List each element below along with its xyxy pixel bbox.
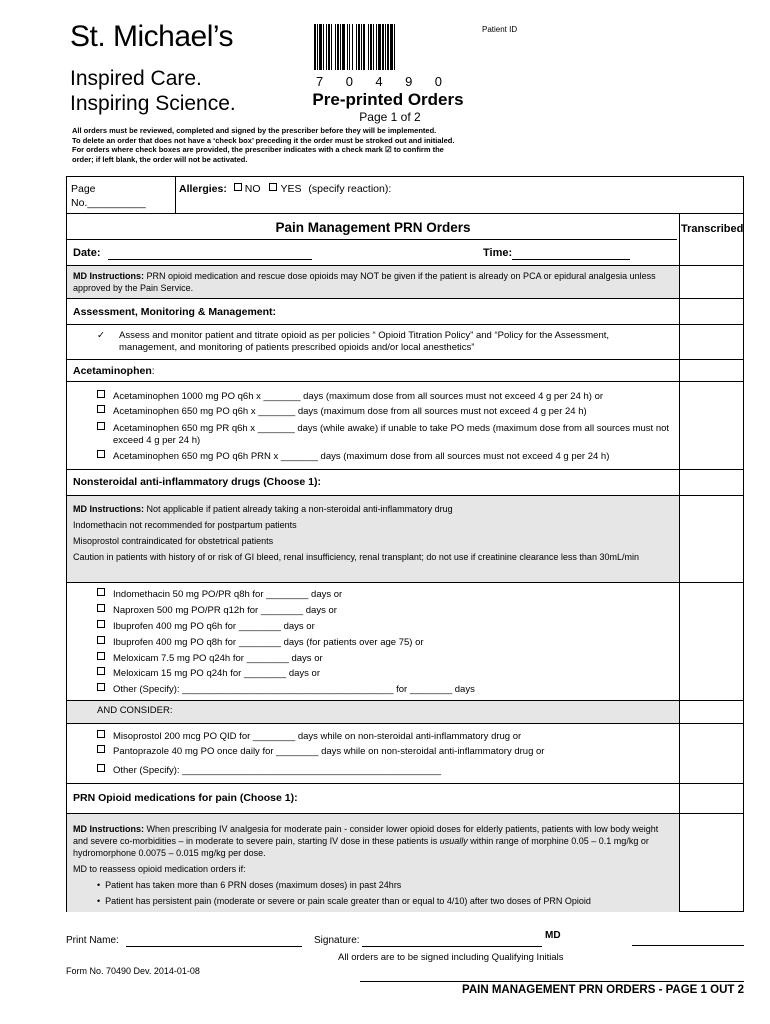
instructions-notes bbox=[72, 126, 462, 164]
checkbox-icon[interactable] bbox=[97, 604, 105, 612]
md-instructions-1 bbox=[73, 270, 673, 294]
signature-field[interactable] bbox=[314, 935, 542, 947]
bullet-icon: • bbox=[97, 896, 101, 906]
assessment-heading: Assessment, Monitoring & Management: bbox=[73, 306, 277, 318]
logo-name: St. Michael’s bbox=[70, 20, 234, 53]
assessment-check-icon: ✓ bbox=[97, 330, 105, 341]
divider bbox=[67, 723, 743, 724]
md-instructions-text: PRN opioid medication and rescue dose opioids may NOT be given if the patient is already on PCA or epidural analgesia unless approved by the Pain Service. bbox=[73, 271, 656, 293]
checkbox-icon[interactable] bbox=[97, 636, 105, 644]
md-label: MD bbox=[545, 930, 561, 941]
consider-option[interactable]: Misoprostol 200 mcg PO QID for ________ days while on non-steroidal anti-inflammatory drug or bbox=[97, 730, 677, 743]
checkbox-icon[interactable] bbox=[97, 683, 105, 691]
print-name-blank bbox=[126, 935, 302, 947]
logo-tagline-2: Inspiring Science. bbox=[70, 92, 236, 115]
nsaid-note: Indomethacin not recommended for postpartum patients bbox=[73, 520, 297, 530]
opioid-md-instructions: MD Instructions: When prescribing IV analgesia for moderate pain - consider lower opioid doses for elderly patients, patients with low body weight and severe co-morbidities – in moderate to severe pain, starting IV dose in these patients is usually within range of morphine 0.05 – 0.1 mg/kg or hydromorphone 0.0075 – 0.015 mg/kg per dose. bbox=[73, 824, 659, 858]
time-field[interactable] bbox=[483, 247, 630, 260]
patient-id-label: Patient ID bbox=[482, 25, 518, 34]
nsaid-option[interactable]: Meloxicam 15 mg PO q24h for ________ days or bbox=[97, 667, 677, 680]
checkbox-icon[interactable] bbox=[97, 730, 105, 738]
assessment-text: Assess and monitor patient and titrate opioid as per policies “ Opioid Titration Policy” and “Policy for the Assessment, management, and monitoring of patients prescribed opioids and/or local anesthetics” bbox=[119, 330, 610, 353]
logo-tagline-1: Inspired Care. bbox=[70, 67, 202, 90]
md-instructions-label: MD Instructions: bbox=[73, 271, 144, 281]
divider bbox=[67, 381, 743, 382]
checkbox-icon[interactable] bbox=[97, 667, 105, 675]
page-no-label: Page bbox=[71, 183, 96, 195]
nsaid-heading: Nonsteroidal anti-inflammatory drugs (Choose 1): bbox=[73, 476, 321, 488]
consider-option[interactable]: Pantoprazole 40 mg PO once daily for ________ days while on non-steroidal anti-inflammatory drug or bbox=[97, 745, 677, 758]
nsaid-option[interactable]: Meloxicam 7.5 mg PO q24h for ________ days or bbox=[97, 652, 677, 665]
note-line-2: To delete an order that does not have a ‘check box’ preceding it the order must be stroked out and initialed. For orders where check boxes are provided, the prescriber indicates with a check mark ☑ to confirm the order; if left blank, the order will not be activated. bbox=[72, 135, 455, 164]
acetaminophen-option[interactable]: Acetaminophen 650 mg PR q6h x _______ days (while awake) if unable to take PO meds (maximum dose from all sources must not exceed 4 g per 24 h) bbox=[97, 422, 693, 447]
note-line-1: All orders must be reviewed, completed and signed by the prescriber before they will be implemented. bbox=[72, 126, 437, 135]
section-title: Pain Management PRN Orders bbox=[275, 220, 471, 235]
bullet-icon: • bbox=[97, 880, 101, 890]
barcode-digit: 7 bbox=[316, 74, 324, 89]
divider bbox=[67, 582, 743, 583]
time-label: Time: bbox=[483, 247, 513, 259]
divider bbox=[175, 177, 176, 213]
checkbox-icon[interactable] bbox=[97, 405, 105, 413]
checkbox-icon[interactable] bbox=[97, 652, 105, 660]
nsaid-option[interactable]: Naproxen 500 mg PO/PR q12h for ________ days or bbox=[97, 604, 677, 617]
initials-blank[interactable] bbox=[632, 945, 744, 946]
print-name-label: Print Name: bbox=[66, 935, 119, 946]
barcode-digit: 0 bbox=[345, 74, 353, 89]
acetaminophen-option[interactable]: Acetaminophen 650 mg PO q6h PRN x _______ days (maximum dose from all sources must not exceed 4 g per 24 h) bbox=[97, 450, 677, 463]
print-name-field[interactable] bbox=[66, 935, 302, 947]
acetaminophen-option[interactable]: Acetaminophen 650 mg PO q6h x _______ days (maximum dose from all sources must not exceed 4 g per 24 h) bbox=[97, 405, 677, 418]
checkbox-icon[interactable] bbox=[97, 390, 105, 398]
divider bbox=[67, 213, 743, 214]
reassess-label: MD to reassess opioid medication orders if: bbox=[73, 864, 246, 874]
allergies-label: Allergies: bbox=[179, 183, 227, 195]
nsaid-option[interactable]: Indomethacin 50 mg PO/PR q8h for ________ days or bbox=[97, 588, 677, 601]
checkbox-icon[interactable] bbox=[97, 745, 105, 753]
reassess-item: • Patient has persistent pain (moderate or severe or pain scale greater than or equal to 4/10) after two doses of PRN Opioid bbox=[97, 896, 591, 906]
nsaid-note: Misoprostol contraindicated for obstetrical patients bbox=[73, 536, 274, 546]
barcode bbox=[314, 24, 440, 70]
barcode-number bbox=[316, 74, 442, 89]
allergies-no-label: NO bbox=[244, 183, 261, 195]
page-no-field[interactable] bbox=[71, 182, 146, 210]
transcribed-label: Transcribed bbox=[681, 223, 744, 235]
nsaid-md-instructions: MD Instructions: Not applicable if patient already taking a non-steroidal anti-inflammatory drug bbox=[73, 504, 453, 514]
acetaminophen-heading: Acetaminophen: bbox=[73, 365, 155, 377]
barcode-digit: 9 bbox=[405, 74, 413, 89]
checkbox-icon[interactable] bbox=[97, 450, 105, 458]
acetaminophen-option[interactable]: Acetaminophen 1000 mg PO q6h x _______ days (maximum dose from all sources must not exceed 4 g per 24 h) or bbox=[97, 390, 677, 403]
barcode-digit: 4 bbox=[375, 74, 383, 89]
signature-blank bbox=[362, 935, 542, 947]
signature-label: Signature: bbox=[314, 935, 360, 946]
consider-option-other[interactable]: Other (Specify): _________________________________________________ bbox=[97, 764, 677, 777]
page-footer-title: PAIN MANAGEMENT PRN ORDERS - PAGE 1 OUT 2 bbox=[462, 984, 744, 996]
checkbox-icon[interactable] bbox=[97, 588, 105, 596]
nsaid-option-other[interactable]: Other (Specify): ________________________________________ for ________ days bbox=[97, 683, 677, 696]
page-of: Page 1 of 2 bbox=[359, 110, 421, 124]
and-consider-label: AND CONSIDER: bbox=[97, 705, 173, 716]
reassess-item: • Patient has taken more than 6 PRN doses (maximum doses) in past 24hrs bbox=[97, 880, 402, 890]
checkbox-icon[interactable] bbox=[97, 764, 105, 772]
allergies-yes-label: YES bbox=[280, 183, 302, 195]
form-title: Pre-printed Orders bbox=[312, 90, 464, 109]
time-blank bbox=[512, 247, 630, 260]
footer-divider bbox=[360, 981, 744, 982]
transcribed-column-divider bbox=[679, 213, 680, 912]
allergies-row bbox=[179, 183, 391, 195]
page-no-blank: No.__________ bbox=[71, 197, 146, 209]
date-field[interactable] bbox=[73, 247, 312, 260]
nsaid-option[interactable]: Ibuprofen 400 mg PO q6h for ________ days or bbox=[97, 620, 677, 633]
divider bbox=[67, 324, 743, 325]
nsaid-option[interactable]: Ibuprofen 400 mg PO q8h for ________ days (for patients over age 75) or bbox=[97, 636, 677, 649]
all-orders-note: All orders are to be signed including Qualifying Initials bbox=[338, 952, 564, 963]
divider bbox=[67, 469, 743, 470]
specify-reaction: (specify reaction): bbox=[308, 183, 392, 195]
order-form bbox=[66, 176, 744, 912]
checkbox-icon[interactable] bbox=[97, 422, 105, 430]
logo-tagline bbox=[70, 66, 236, 116]
divider bbox=[67, 298, 743, 299]
date-blank bbox=[108, 247, 312, 260]
allergies-yes-checkbox[interactable] bbox=[269, 183, 277, 191]
divider bbox=[67, 359, 743, 360]
barcode-bar bbox=[395, 24, 397, 70]
opioid-heading: PRN Opioid medications for pain (Choose 1): bbox=[73, 792, 298, 804]
divider bbox=[67, 239, 677, 240]
nsaid-note: Caution in patients with history of or risk of GI bleed, renal insufficiency, renal transplant; do not use if creatinine clearance less than 30mL/min bbox=[73, 552, 639, 562]
form-number: Form No. 70490 Dev. 2014-01-08 bbox=[66, 966, 200, 976]
date-label: Date: bbox=[73, 247, 101, 259]
allergies-no-checkbox[interactable] bbox=[234, 183, 242, 191]
barcode-digit: 0 bbox=[434, 74, 442, 89]
divider bbox=[67, 783, 743, 784]
checkbox-icon[interactable] bbox=[97, 620, 105, 628]
